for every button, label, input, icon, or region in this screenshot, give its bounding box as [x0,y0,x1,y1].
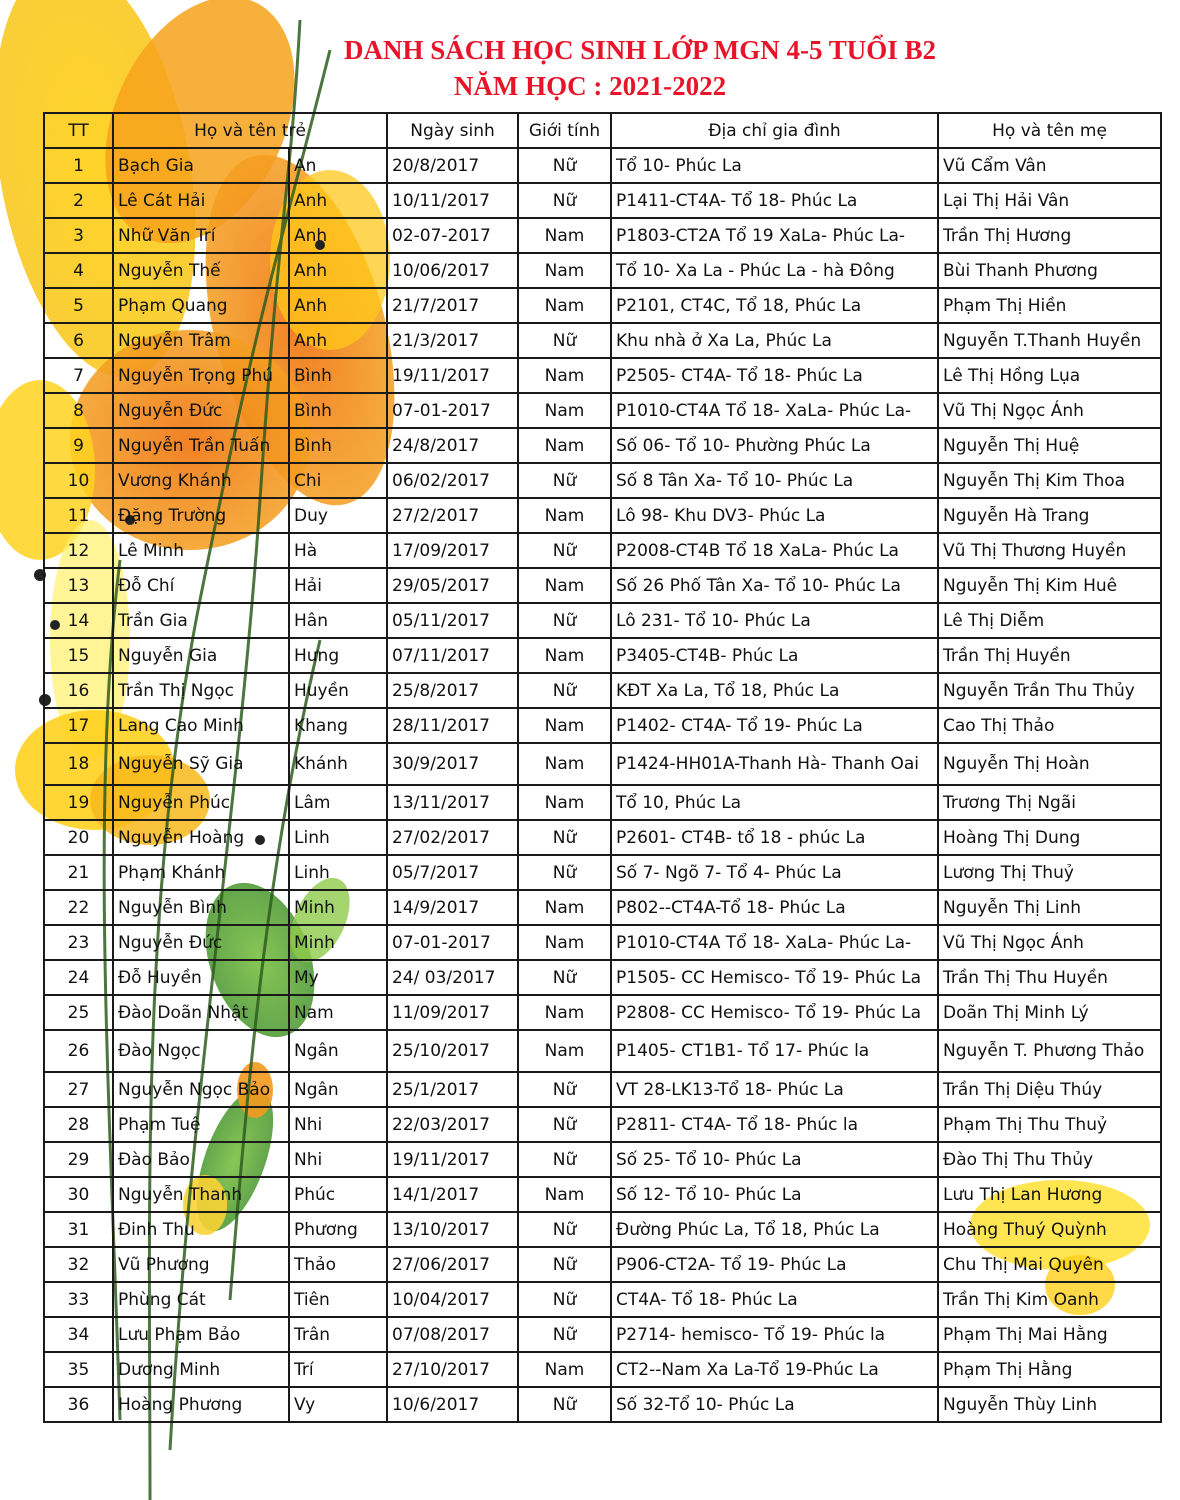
mother-name: Trương Thị Ngãi [938,785,1161,820]
child-given-name: Nhi [289,1142,387,1177]
birth-date: 14/1/2017 [387,1177,518,1212]
mother-name: Trần Thị Hương [938,218,1161,253]
birth-date: 27/06/2017 [387,1247,518,1282]
home-address: Số 8 Tân Xa- Tổ 10- Phúc La [611,463,938,498]
child-given-name: Hải [289,568,387,603]
gender: Nam [518,995,611,1030]
child-surname: Hoàng Phương [113,1387,289,1422]
gender: Nam [518,708,611,743]
home-address: P1402- CT4A- Tổ 19- Phúc La [611,708,938,743]
child-surname: Nguyễn Gia [113,638,289,673]
table-row [44,183,1161,218]
child-surname: Đào Bảo [113,1142,289,1177]
mother-name: Chu Thị Mai Quyên [938,1247,1161,1282]
child-given-name: Duy [289,498,387,533]
birth-date: 06/02/2017 [387,463,518,498]
gender: Nam [518,218,611,253]
child-given-name: Nhi [289,1107,387,1142]
child-given-name: Bình [289,358,387,393]
row-number: 13 [44,568,113,603]
birth-date: 07-01-2017 [387,393,518,428]
home-address: Số 06- Tổ 10- Phường Phúc La [611,428,938,463]
child-surname: Nguyễn Thanh [113,1177,289,1212]
gender: Nam [518,890,611,925]
table-row [44,638,1161,673]
birth-date: 13/11/2017 [387,785,518,820]
child-given-name: Phúc [289,1177,387,1212]
child-surname: Đỗ Huyền [113,960,289,995]
child-given-name: Bình [289,428,387,463]
row-number: 4 [44,253,113,288]
home-address: Lô 98- Khu DV3- Phúc La [611,498,938,533]
child-surname: Dương Minh [113,1352,289,1387]
gender: Nữ [518,463,611,498]
child-surname: Nhữ Văn Trí [113,218,289,253]
birth-date: 20/8/2017 [387,148,518,183]
row-number: 14 [44,603,113,638]
roster-body [44,148,1161,1422]
column-header-dob: Ngày sinh [387,113,518,148]
mother-name: Phạm Thị Mai Hằng [938,1317,1161,1352]
child-surname: Nguyễn Trần Tuấn [113,428,289,463]
table-row [44,960,1161,995]
birth-date: 19/11/2017 [387,1142,518,1177]
gender: Nữ [518,603,611,638]
mother-name: Lê Thị Hồng Lụa [938,358,1161,393]
home-address: P1405- CT1B1- Tổ 17- Phúc la [611,1030,938,1072]
gender: Nữ [518,533,611,568]
gender: Nam [518,925,611,960]
birth-date: 13/10/2017 [387,1212,518,1247]
home-address: Tổ 10- Xa La - Phúc La - hà Đông [611,253,938,288]
child-given-name: Thảo [289,1247,387,1282]
table-row [44,1107,1161,1142]
birth-date: 07/11/2017 [387,638,518,673]
home-address: P1010-CT4A Tổ 18- XaLa- Phúc La- [611,925,938,960]
mother-name: Lương Thị Thuỷ [938,855,1161,890]
child-surname: Đặng Trường [113,498,289,533]
row-number: 16 [44,673,113,708]
school-year-subtitle: NĂM HỌC : 2021-2022 [453,71,727,101]
child-given-name: Ngân [289,1072,387,1107]
row-number: 20 [44,820,113,855]
child-given-name: Vy [289,1387,387,1422]
home-address: P2714- hemisco- Tổ 19- Phúc la [611,1317,938,1352]
gender: Nữ [518,960,611,995]
child-given-name: Anh [289,183,387,218]
birth-date: 27/02/2017 [387,820,518,855]
birth-date: 22/03/2017 [387,1107,518,1142]
child-given-name: Lâm [289,785,387,820]
home-address: P906-CT2A- Tổ 19- Phúc La [611,1247,938,1282]
row-number: 29 [44,1142,113,1177]
mother-name: Nguyễn T.Thanh Huyền [938,323,1161,358]
row-number: 35 [44,1352,113,1387]
row-number: 23 [44,925,113,960]
child-surname: Nguyễn Trọng Phú [113,358,289,393]
table-row [44,1142,1161,1177]
column-header-address: Địa chỉ gia đình [611,113,938,148]
row-number: 27 [44,1072,113,1107]
birth-date: 10/04/2017 [387,1282,518,1317]
child-surname: Phạm Khánh [113,855,289,890]
row-number: 18 [44,743,113,785]
table-row [44,1177,1161,1212]
table-row [44,323,1161,358]
home-address: CT2--Nam Xa La-Tổ 19-Phúc La [611,1352,938,1387]
gender: Nam [518,1030,611,1072]
child-given-name: Minh [289,890,387,925]
mother-name: Vũ Thị Ngọc Ánh [938,393,1161,428]
home-address: P2601- CT4B- tổ 18 - phúc La [611,820,938,855]
gender: Nữ [518,148,611,183]
home-address: Khu nhà ở Xa La, Phúc La [611,323,938,358]
table-row [44,1072,1161,1107]
birth-date: 11/09/2017 [387,995,518,1030]
row-number: 6 [44,323,113,358]
home-address: Số 32-Tổ 10- Phúc La [611,1387,938,1422]
birth-date: 29/05/2017 [387,568,518,603]
home-address: P1411-CT4A- Tổ 18- Phúc La [611,183,938,218]
gender: Nam [518,1352,611,1387]
child-given-name: Linh [289,820,387,855]
birth-date: 10/11/2017 [387,183,518,218]
mother-name: Nguyễn Trần Thu Thủy [938,673,1161,708]
mother-name: Doãn Thị Minh Lý [938,995,1161,1030]
birth-date: 21/3/2017 [387,323,518,358]
birth-date: 24/ 03/2017 [387,960,518,995]
child-surname: Lê Minh [113,533,289,568]
home-address: P3405-CT4B- Phúc La [611,638,938,673]
mother-name: Phạm Thị Hiền [938,288,1161,323]
mother-name: Nguyễn Thị Huệ [938,428,1161,463]
table-header-row [44,113,1161,148]
home-address: Số 7- Ngõ 7- Tổ 4- Phúc La [611,855,938,890]
gender: Nữ [518,1317,611,1352]
row-number: 26 [44,1030,113,1072]
child-given-name: Trân [289,1317,387,1352]
child-given-name: Anh [289,288,387,323]
home-address: P2505- CT4A- Tổ 18- Phúc La [611,358,938,393]
child-given-name: Anh [289,323,387,358]
row-number: 21 [44,855,113,890]
mother-name: Nguyễn Hà Trang [938,498,1161,533]
home-address: Lô 231- Tổ 10- Phúc La [611,603,938,638]
child-surname: Lưu Phạm Bảo [113,1317,289,1352]
child-given-name: Linh [289,855,387,890]
birth-date: 07-01-2017 [387,925,518,960]
gender: Nam [518,498,611,533]
mother-name: Nguyễn Thị Kim Thoa [938,463,1161,498]
child-surname: Vương Khánh [113,463,289,498]
birth-date: 10/06/2017 [387,253,518,288]
home-address: Tổ 10, Phúc La [611,785,938,820]
birth-date: 25/8/2017 [387,673,518,708]
birth-date: 30/9/2017 [387,743,518,785]
child-surname: Nguyễn Đức [113,393,289,428]
child-surname: Nguyễn Bình [113,890,289,925]
table-row [44,820,1161,855]
child-surname: Vũ Phương [113,1247,289,1282]
child-given-name: Khang [289,708,387,743]
gender: Nữ [518,855,611,890]
birth-date: 25/10/2017 [387,1030,518,1072]
child-given-name: Tiên [289,1282,387,1317]
child-surname: Phùng Cát [113,1282,289,1317]
child-surname: Nguyễn Sỹ Gia [113,743,289,785]
child-surname: Trần Thị Ngọc [113,673,289,708]
mother-name: Trần Thị Diệu Thúy [938,1072,1161,1107]
mother-name: Trần Thị Thu Huyền [938,960,1161,995]
row-number: 5 [44,288,113,323]
table-row [44,1212,1161,1247]
table-row [44,498,1161,533]
student-roster-table [43,112,1162,1423]
child-given-name: Anh [289,218,387,253]
child-given-name: Bình [289,393,387,428]
table-row [44,533,1161,568]
child-surname: Đinh Thu [113,1212,289,1247]
row-number: 34 [44,1317,113,1352]
gender: Nữ [518,1107,611,1142]
home-address: P802--CT4A-Tổ 18- Phúc La [611,890,938,925]
row-number: 33 [44,1282,113,1317]
row-number: 30 [44,1177,113,1212]
mother-name: Vũ Cẩm Vân [938,148,1161,183]
child-surname: Lang Cao Minh [113,708,289,743]
row-number: 17 [44,708,113,743]
birth-date: 14/9/2017 [387,890,518,925]
column-header-mother: Họ và tên mẹ [938,113,1161,148]
table-row [44,925,1161,960]
row-number: 32 [44,1247,113,1282]
table-row [44,603,1161,638]
birth-date: 28/11/2017 [387,708,518,743]
table-row [44,673,1161,708]
gender: Nữ [518,1282,611,1317]
mother-name: Nguyễn Thị Hoàn [938,743,1161,785]
gender: Nam [518,785,611,820]
gender: Nữ [518,183,611,218]
table-row [44,855,1161,890]
table-row [44,1317,1161,1352]
table-row [44,743,1161,785]
gender: Nam [518,568,611,603]
child-given-name: Nam [289,995,387,1030]
row-number: 10 [44,463,113,498]
child-surname: Nguyễn Phúc [113,785,289,820]
gender: Nữ [518,1247,611,1282]
child-surname: Nguyễn Đức [113,925,289,960]
child-given-name: Khánh [289,743,387,785]
mother-name: Lưu Thị Lan Hương [938,1177,1161,1212]
table-row [44,288,1161,323]
child-surname: Nguyễn Trâm [113,323,289,358]
home-address: P1803-CT2A Tổ 19 XaLa- Phúc La- [611,218,938,253]
gender: Nam [518,743,611,785]
mother-name: Phạm Thị Hằng [938,1352,1161,1387]
table-row [44,148,1161,183]
table-row [44,393,1161,428]
birth-date: 02-07-2017 [387,218,518,253]
child-given-name: Ngân [289,1030,387,1072]
row-number: 12 [44,533,113,568]
child-surname: Đào Doãn Nhật [113,995,289,1030]
table-row [44,463,1161,498]
child-given-name: Minh [289,925,387,960]
row-number: 15 [44,638,113,673]
child-given-name: My [289,960,387,995]
table-row [44,568,1161,603]
birth-date: 25/1/2017 [387,1072,518,1107]
mother-name: Trần Thị Huyền [938,638,1161,673]
home-address: CT4A- Tổ 18- Phúc La [611,1282,938,1317]
mother-name: Lại Thị Hải Vân [938,183,1161,218]
child-surname: Nguyễn Hoàng [113,820,289,855]
table-row [44,785,1161,820]
birth-date: 05/7/2017 [387,855,518,890]
row-number: 2 [44,183,113,218]
birth-date: 21/7/2017 [387,288,518,323]
gender: Nam [518,428,611,463]
row-number: 25 [44,995,113,1030]
child-given-name: An [289,148,387,183]
home-address: Đường Phúc La, Tổ 18, Phúc La [611,1212,938,1247]
mother-name: Bùi Thanh Phương [938,253,1161,288]
mother-name: Nguyễn Thị Linh [938,890,1161,925]
child-given-name: Huyền [289,673,387,708]
row-number: 7 [44,358,113,393]
birth-date: 19/11/2017 [387,358,518,393]
column-header-child-name: Họ và tên trẻ [113,113,387,148]
home-address: P2101, CT4C, Tổ 18, Phúc La [611,288,938,323]
gender: Nam [518,288,611,323]
home-address: KĐT Xa La, Tổ 18, Phúc La [611,673,938,708]
child-given-name: Phương [289,1212,387,1247]
child-given-name: Hưng [289,638,387,673]
mother-name: Đào Thị Thu Thủy [938,1142,1161,1177]
mother-name: Hoàng Thị Dung [938,820,1161,855]
gender: Nam [518,1177,611,1212]
home-address: P1010-CT4A Tổ 18- XaLa- Phúc La- [611,393,938,428]
row-number: 19 [44,785,113,820]
home-address: Số 26 Phố Tân Xa- Tổ 10- Phúc La [611,568,938,603]
row-number: 1 [44,148,113,183]
mother-name: Trần Thị Kim Oanh [938,1282,1161,1317]
child-surname: Nguyễn Thế [113,253,289,288]
home-address: P1505- CC Hemisco- Tổ 19- Phúc La [611,960,938,995]
gender: Nữ [518,1387,611,1422]
child-surname: Đào Ngọc [113,1030,289,1072]
birth-date: 27/10/2017 [387,1352,518,1387]
row-number: 28 [44,1107,113,1142]
home-address: P2811- CT4A- Tổ 18- Phúc la [611,1107,938,1142]
birth-date: 27/2/2017 [387,498,518,533]
gender: Nữ [518,1142,611,1177]
row-number: 11 [44,498,113,533]
table-row [44,1030,1161,1072]
row-number: 22 [44,890,113,925]
row-number: 8 [44,393,113,428]
child-given-name: Anh [289,253,387,288]
birth-date: 17/09/2017 [387,533,518,568]
mother-name: Nguyễn T. Phương Thảo [938,1030,1161,1072]
child-given-name: Chi [289,463,387,498]
gender: Nam [518,393,611,428]
child-given-name: Hân [289,603,387,638]
mother-name: Hoàng Thuý Quỳnh [938,1212,1161,1247]
child-surname: Nguyễn Ngọc Bảo [113,1072,289,1107]
table-row [44,218,1161,253]
gender: Nam [518,638,611,673]
table-row [44,358,1161,393]
mother-name: Vũ Thị Ngọc Ánh [938,925,1161,960]
table-row [44,1247,1161,1282]
row-number: 31 [44,1212,113,1247]
table-row [44,890,1161,925]
table-row [44,1352,1161,1387]
gender: Nam [518,253,611,288]
column-header-gender: Giới tính [518,113,611,148]
table-row [44,1387,1161,1422]
birth-date: 24/8/2017 [387,428,518,463]
child-surname: Bạch Gia [113,148,289,183]
child-surname: Trần Gia [113,603,289,638]
gender: Nữ [518,820,611,855]
gender: Nữ [518,1212,611,1247]
table-row [44,995,1161,1030]
home-address: P1424-HH01A-Thanh Hà- Thanh Oai [611,743,938,785]
mother-name: Lê Thị Diễm [938,603,1161,638]
home-address: Tổ 10- Phúc La [611,148,938,183]
column-header-tt: TT [44,113,113,148]
row-number: 3 [44,218,113,253]
table-row [44,428,1161,463]
home-address: P2808- CC Hemisco- Tổ 19- Phúc La [611,995,938,1030]
mother-name: Nguyễn Thùy Linh [938,1387,1161,1422]
child-given-name: Hà [289,533,387,568]
birth-date: 10/6/2017 [387,1387,518,1422]
child-surname: Phạm Quang [113,288,289,323]
birth-date: 05/11/2017 [387,603,518,638]
home-address: Số 12- Tổ 10- Phúc La [611,1177,938,1212]
gender: Nữ [518,673,611,708]
home-address: P2008-CT4B Tổ 18 XaLa- Phúc La [611,533,938,568]
home-address: VT 28-LK13-Tổ 18- Phúc La [611,1072,938,1107]
table-row [44,1282,1161,1317]
child-surname: Phạm Tuệ [113,1107,289,1142]
row-number: 24 [44,960,113,995]
row-number: 9 [44,428,113,463]
mother-name: Nguyễn Thị Kim Huê [938,568,1161,603]
child-surname: Đỗ Chí [113,568,289,603]
gender: Nữ [518,323,611,358]
child-given-name: Trí [289,1352,387,1387]
table-row [44,253,1161,288]
document-title: DANH SÁCH HỌC SINH LỚP MGN 4-5 TUỔI B2 [343,35,937,65]
mother-name: Vũ Thị Thương Huyền [938,533,1161,568]
gender: Nữ [518,1072,611,1107]
table-row [44,708,1161,743]
home-address: Số 25- Tổ 10- Phúc La [611,1142,938,1177]
birth-date: 07/08/2017 [387,1317,518,1352]
row-number: 36 [44,1387,113,1422]
mother-name: Cao Thị Thảo [938,708,1161,743]
mother-name: Phạm Thị Thu Thuỷ [938,1107,1161,1142]
child-surname: Lê Cát Hải [113,183,289,218]
gender: Nam [518,358,611,393]
